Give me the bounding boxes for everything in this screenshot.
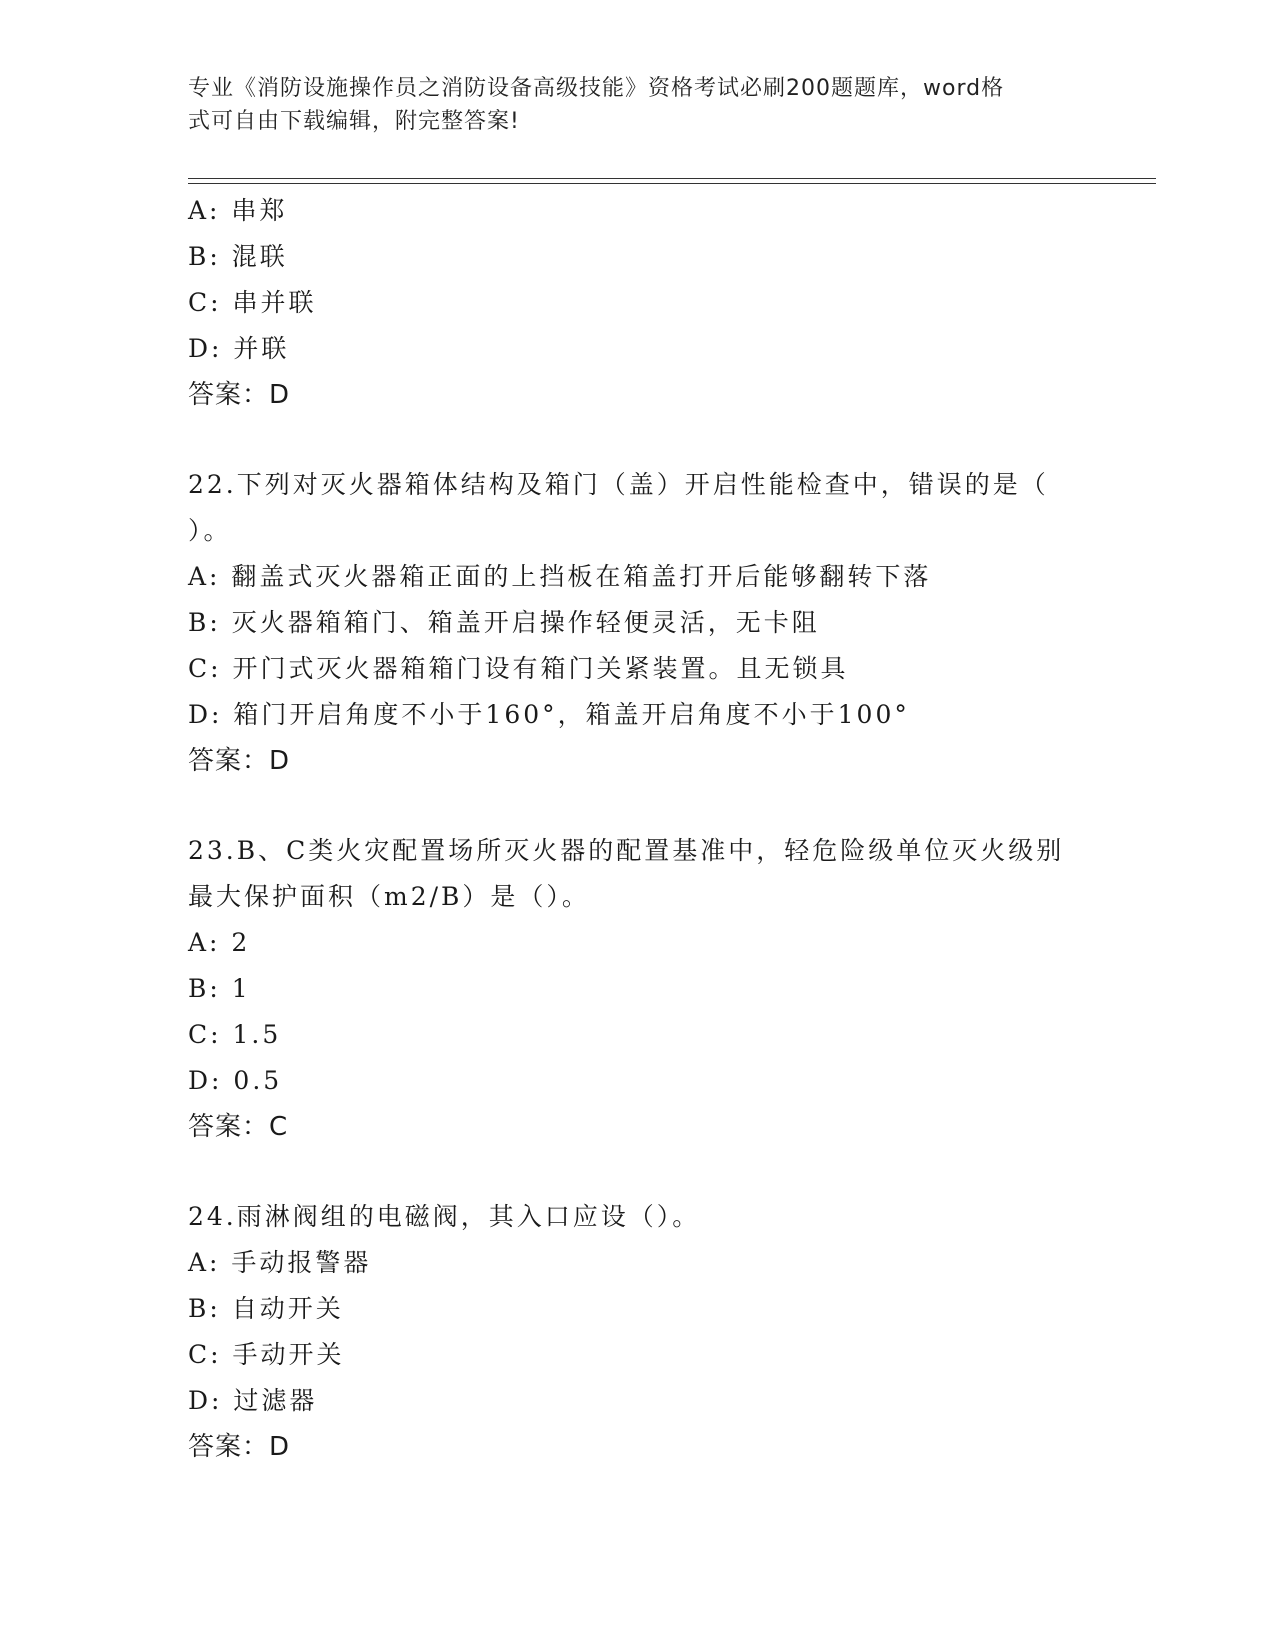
option-b: B: 混联: [188, 242, 288, 271]
question-text-line-1: 23.B、C类火灾配置场所灭火器的配置基准中，轻危险级单位灭火级别: [188, 836, 1065, 865]
answer-line: 答案：D: [188, 1432, 291, 1462]
option-a: A: 翻盖式灭火器箱正面的上挡板在箱盖打开后能够翻转下落: [188, 562, 932, 591]
question-list: [188, 188, 1088, 1470]
option-d: D: 过滤器: [188, 1386, 318, 1415]
option-d: D: 并联: [188, 334, 290, 363]
question-21: [188, 188, 1088, 418]
header-line-1: 专业《消防设施操作员之消防设备高级技能》资格考试必刷200题题库，word格: [188, 76, 1005, 101]
question-22: [188, 462, 1088, 784]
option-c: C: 手动开关: [188, 1340, 345, 1369]
header-divider-bottom: [188, 183, 1156, 184]
spacer: [188, 418, 1088, 462]
question-23: [188, 828, 1088, 1150]
spacer: [188, 1150, 1088, 1194]
option-c: C: 1.5: [188, 1020, 282, 1049]
option-b: B: 灭火器箱箱门、箱盖开启操作轻便灵活，无卡阻: [188, 608, 820, 637]
question-text-line-1: 22.下列对灭火器箱体结构及箱门（盖）开启性能检查中，错误的是（: [188, 470, 1049, 499]
question-text-line-2: ）。: [188, 516, 232, 545]
option-a: A: 2: [188, 928, 251, 957]
option-c: C: 串并联: [188, 288, 317, 317]
option-a: A: 串郑: [188, 196, 288, 225]
answer-line: 答案：D: [188, 746, 291, 776]
document-header: [188, 72, 1068, 138]
option-a: A: 手动报警器: [188, 1248, 372, 1277]
option-d: D: 0.5: [188, 1066, 283, 1095]
header-line-2: 式可自由下载编辑，附完整答案!: [188, 109, 520, 134]
option-b: B: 1: [188, 974, 251, 1003]
spacer: [188, 784, 1088, 828]
answer-line: 答案：C: [188, 1112, 289, 1142]
question-24: [188, 1194, 1088, 1470]
option-c: C: 开门式灭火器箱箱门设有箱门关紧装置。且无锁具: [188, 654, 849, 683]
header-divider-top: [188, 178, 1156, 179]
option-d: D: 箱门开启角度不小于160°，箱盖开启角度不小于100°: [188, 700, 910, 729]
question-text-line-2: 最大保护面积（m2/B）是（）。: [188, 882, 590, 911]
option-b: B: 自动开关: [188, 1294, 344, 1323]
question-text-line-1: 24.雨淋阀组的电磁阀，其入口应设（）。: [188, 1202, 701, 1231]
answer-line: 答案：D: [188, 380, 291, 410]
